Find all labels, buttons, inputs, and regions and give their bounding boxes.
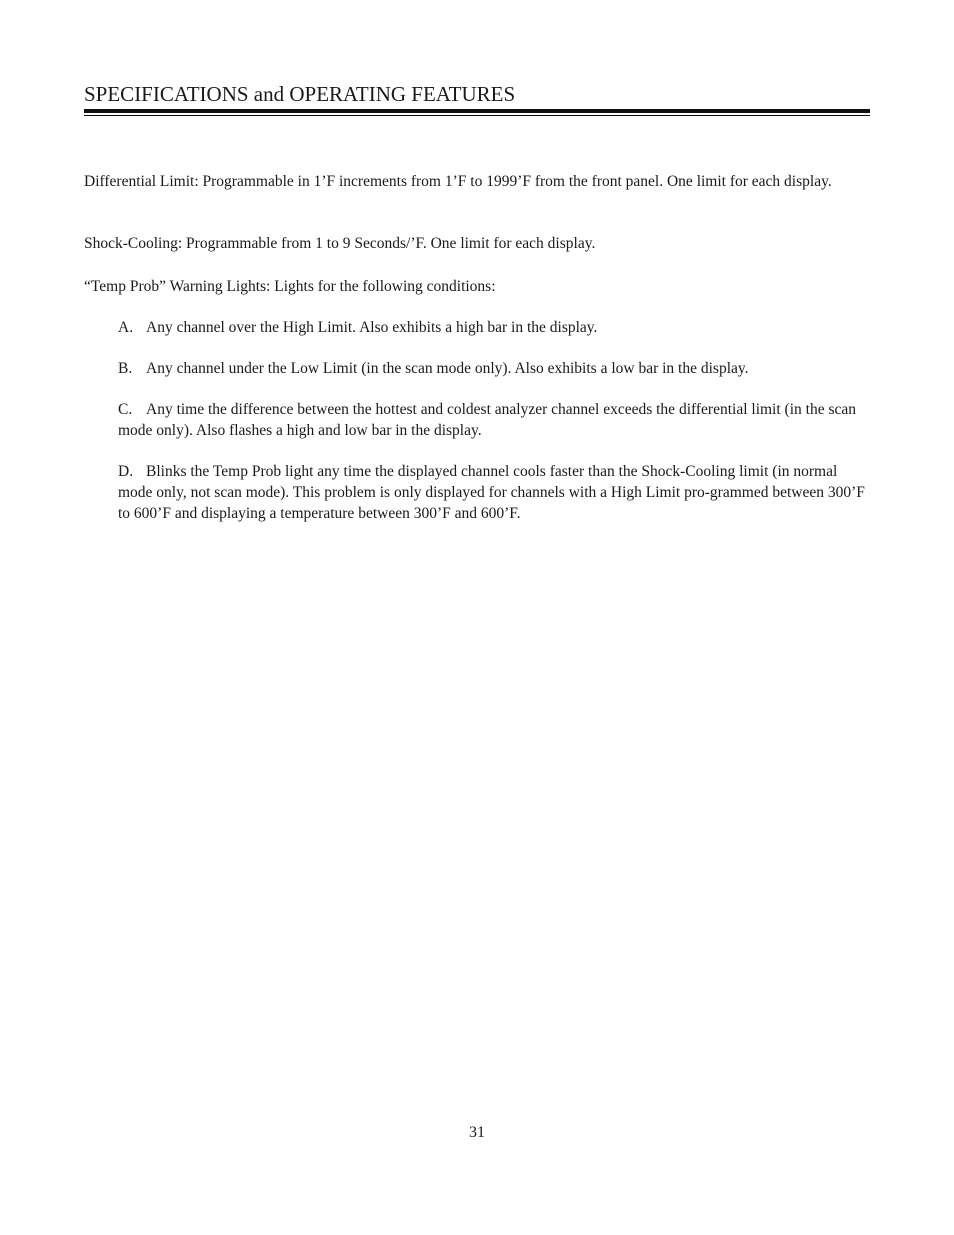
condition-item-a [118, 317, 870, 338]
warning-lights-paragraph: “Temp Prob” Warning Lights: Lights for the following conditions: [84, 278, 496, 295]
condition-letter: D. [118, 463, 134, 480]
page-title: SPECIFICATIONS and OPERATING FEATURES [84, 82, 516, 106]
condition-item-b [118, 358, 870, 379]
condition-item-d [118, 461, 870, 524]
condition-text: Any channel over the High Limit. Also exhibits a high bar in the display. [146, 319, 598, 336]
condition-letter: A. [118, 319, 134, 336]
condition-item-c [118, 399, 870, 441]
page-number: 31 [469, 1124, 485, 1141]
condition-text: Any channel under the Low Limit (in the scan mode only). Also exhibits a low bar in the display. [146, 360, 749, 377]
header-rule-thin [84, 115, 870, 116]
condition-letter: B. [118, 360, 133, 377]
condition-text: Blinks the Temp Prob light any time the displayed channel cools faster than the Shock-Cooling limit (in normal mode only, not scan mode). This problem is only displayed for channels with a High Limit pro-grammed between 300’F to 600’F and displaying a temperature between 300’F and 600’F. [118, 463, 865, 522]
differential-limit-paragraph: Differential Limit: Programmable in 1’F increments from 1’F to 1999’F from the front panel. One limit for each display. [84, 173, 832, 190]
header-rule-thick [84, 109, 870, 113]
condition-letter: C. [118, 401, 133, 418]
shock-cooling-paragraph: Shock-Cooling: Programmable from 1 to 9 Seconds/’F. One limit for each display. [84, 235, 596, 252]
condition-text: Any time the difference between the hottest and coldest analyzer channel exceeds the differential limit (in the scan mode only). Also flashes a high and low bar in the display. [118, 401, 856, 439]
